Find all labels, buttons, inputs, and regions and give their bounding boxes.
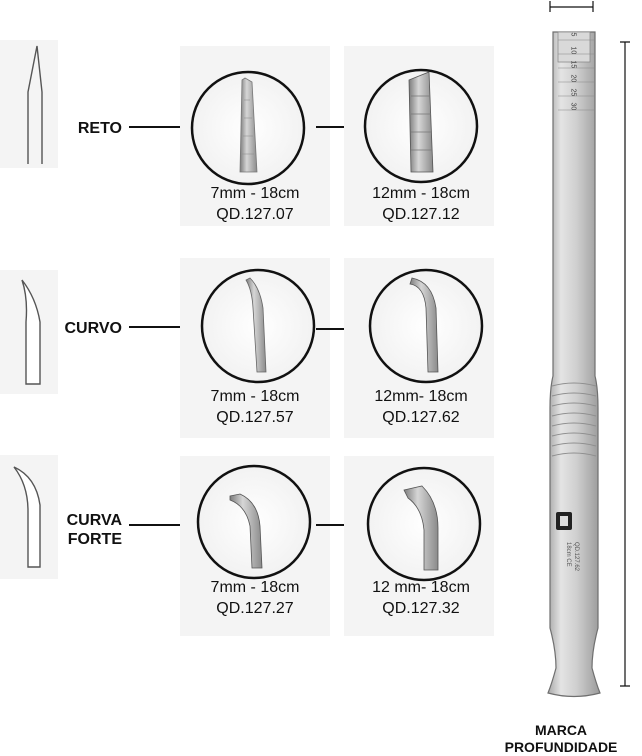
caption-7mm-curva-forte bbox=[180, 577, 330, 619]
size-label: 7mm - 18cm bbox=[210, 185, 300, 202]
caption-7mm-reto bbox=[180, 183, 330, 225]
depth-mark: 30 bbox=[569, 102, 577, 111]
caption-12mm-curva-forte bbox=[346, 577, 496, 619]
depth-mark: 5 bbox=[569, 32, 577, 37]
product-code: QD.127.62 bbox=[382, 409, 460, 426]
connector-line bbox=[129, 326, 187, 328]
caption-12mm-reto bbox=[346, 183, 496, 225]
row-label-reto: RETO bbox=[77, 120, 122, 137]
depth-mark-caption bbox=[480, 722, 642, 756]
product-code: QD.127.12 bbox=[382, 206, 460, 223]
engraving-size: 18cm bbox=[565, 542, 571, 557]
footer-line: PROFUNDIDADE bbox=[504, 739, 618, 755]
size-label: 12mm - 18cm bbox=[372, 185, 470, 202]
product-code: QD.127.07 bbox=[216, 206, 294, 223]
size-label: 7mm - 18cm bbox=[210, 579, 300, 596]
length-dimension-line-icon bbox=[618, 38, 632, 692]
depth-mark: 20 bbox=[569, 74, 577, 83]
straight-tip-closeup-12mm-icon bbox=[363, 68, 479, 184]
caption-7mm-curvo bbox=[180, 386, 330, 428]
straight-tip-outline-icon bbox=[0, 40, 58, 168]
instrument-handle-icon bbox=[540, 28, 610, 704]
connector-line bbox=[129, 524, 187, 526]
depth-mark: 10 bbox=[569, 46, 577, 55]
strongly-curved-tip-closeup-12mm-icon bbox=[366, 466, 482, 582]
label-line: CURVA bbox=[66, 512, 122, 529]
straight-tip-closeup-7mm-icon bbox=[190, 70, 306, 186]
connector-line bbox=[129, 126, 187, 128]
curved-tip-closeup-12mm-icon bbox=[368, 268, 484, 384]
engraving-code: QD.127.62 bbox=[573, 542, 579, 572]
product-code: QD.127.27 bbox=[216, 600, 294, 617]
engraving-ce: CE bbox=[565, 558, 571, 567]
width-dimension-marker-icon bbox=[548, 0, 596, 14]
size-label: 7mm - 18cm bbox=[210, 388, 300, 405]
size-label: 12 mm- 18cm bbox=[372, 579, 470, 596]
strongly-curved-tip-closeup-7mm-icon bbox=[196, 464, 312, 580]
label-line: FORTE bbox=[67, 531, 122, 548]
footer-line: MARCA bbox=[534, 722, 588, 738]
row-label-curvo: CURVO bbox=[64, 320, 122, 337]
row-label-curva-forte bbox=[30, 511, 122, 549]
size-label: 12mm- 18cm bbox=[374, 388, 468, 405]
curved-tip-closeup-7mm-icon bbox=[200, 268, 316, 384]
depth-scale-graduation-icon bbox=[558, 32, 598, 128]
product-code: QD.127.32 bbox=[382, 600, 460, 617]
depth-mark: 15 bbox=[569, 60, 577, 69]
product-code: QD.127.57 bbox=[216, 409, 294, 426]
depth-mark: 25 bbox=[569, 88, 577, 97]
caption-12mm-curvo bbox=[346, 386, 496, 428]
instrument-engraving bbox=[564, 542, 580, 582]
